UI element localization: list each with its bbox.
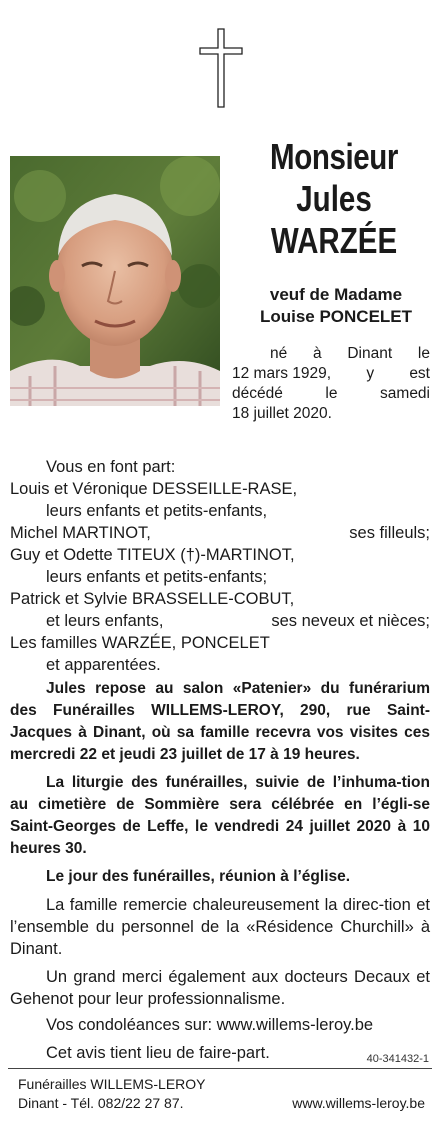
veuf-line-2: Louise PONCELET <box>259 307 413 326</box>
cross-icon <box>198 28 244 108</box>
deceased-name <box>238 136 430 262</box>
condolences-line: Vos condoléances sur: www.willems-leroy.be <box>46 1016 374 1034</box>
born-word: 12 mars 1929, <box>232 365 332 382</box>
faire-part-line: Cet avis tient lieu de faire-part. <box>46 1044 270 1062</box>
born-word: Dinant <box>347 345 393 362</box>
born-row-2 <box>232 364 430 384</box>
born-word: le <box>417 345 430 362</box>
family-line: Patrick et Sylvie BRASSELLE-COBUT, <box>10 590 295 608</box>
announcement-body <box>10 456 430 1064</box>
born-word: samedi <box>380 385 430 402</box>
born-word: y <box>366 365 375 382</box>
family-relation: ses neveux et nièces; <box>271 612 430 630</box>
footer-website: www.willems-leroy.be <box>292 1095 425 1111</box>
reference-number: 40-341432-1 <box>366 1053 429 1065</box>
family-name: Michel MARTINOT, <box>10 524 151 542</box>
footer-divider <box>8 1068 432 1069</box>
footer-company: Funérailles WILLEMS-LEROY <box>18 1076 206 1092</box>
family-line <box>10 522 430 544</box>
born-word: décédé <box>232 385 283 402</box>
born-word: né <box>270 345 288 362</box>
family-line <box>10 610 430 632</box>
family-line: leurs enfants et petits-enfants; <box>46 568 268 586</box>
born-row-3 <box>232 384 430 404</box>
born-word: à <box>312 345 322 362</box>
veuf-line-1: veuf de Madame <box>269 285 403 304</box>
born-row-1 <box>232 344 430 364</box>
family-name: et leurs enfants, <box>46 612 164 630</box>
last-name: WARZÉE <box>270 220 398 261</box>
thanks-paragraph: La famille remercie chaleureusement la direc-tion et l’ensemble du personnel de la «Résidence Churchill» à Dinant. <box>10 896 430 958</box>
intro-line: Vous en font part: <box>46 458 176 476</box>
salon-paragraph: Jules repose au salon «Patenier» du funérarium des Funérailles WILLEMS-LEROY, 290, rue Saint-Jacques à Dinant, où sa famille recevra vos visites ces mercredi 22 et jeudi 23 juillet de 17 à 19 heures. <box>10 680 430 763</box>
born-word: le <box>325 385 338 402</box>
family-line: Guy et Odette TITEUX (†)-MARTINOT, <box>10 546 295 564</box>
title-honorific: Monsieur <box>270 136 398 177</box>
widower-of <box>236 284 436 328</box>
born-word: est <box>409 365 430 382</box>
family-line: et apparentées. <box>46 656 161 674</box>
portrait-photo <box>10 156 220 406</box>
born-row-4: 18 juillet 2020. <box>232 405 332 422</box>
family-line: leurs enfants et petits-enfants, <box>46 502 268 520</box>
doctors-paragraph: Un grand merci également aux docteurs Decaux et Gehenot pour leur professionnalisme. <box>10 968 430 1008</box>
family-line: Louis et Véronique DESSEILLE-RASE, <box>10 480 298 498</box>
birth-death-info <box>232 344 430 424</box>
family-relation: ses filleuls; <box>349 524 430 542</box>
footer-phone: Dinant - Tél. 082/22 27 87. <box>18 1095 184 1111</box>
family-line: Les familles WARZÉE, PONCELET <box>10 634 270 652</box>
first-name: Jules <box>296 178 372 219</box>
reunion-paragraph: Le jour des funérailles, réunion à l’église. <box>46 868 351 885</box>
liturgy-paragraph: La liturgie des funérailles, suivie de l’inhuma-tion au cimetière de Sommière sera célébrée en l’égli-se Saint-Georges de Leffe, le vendredi 24 juillet 2020 à 10 heures 30. <box>10 774 430 857</box>
